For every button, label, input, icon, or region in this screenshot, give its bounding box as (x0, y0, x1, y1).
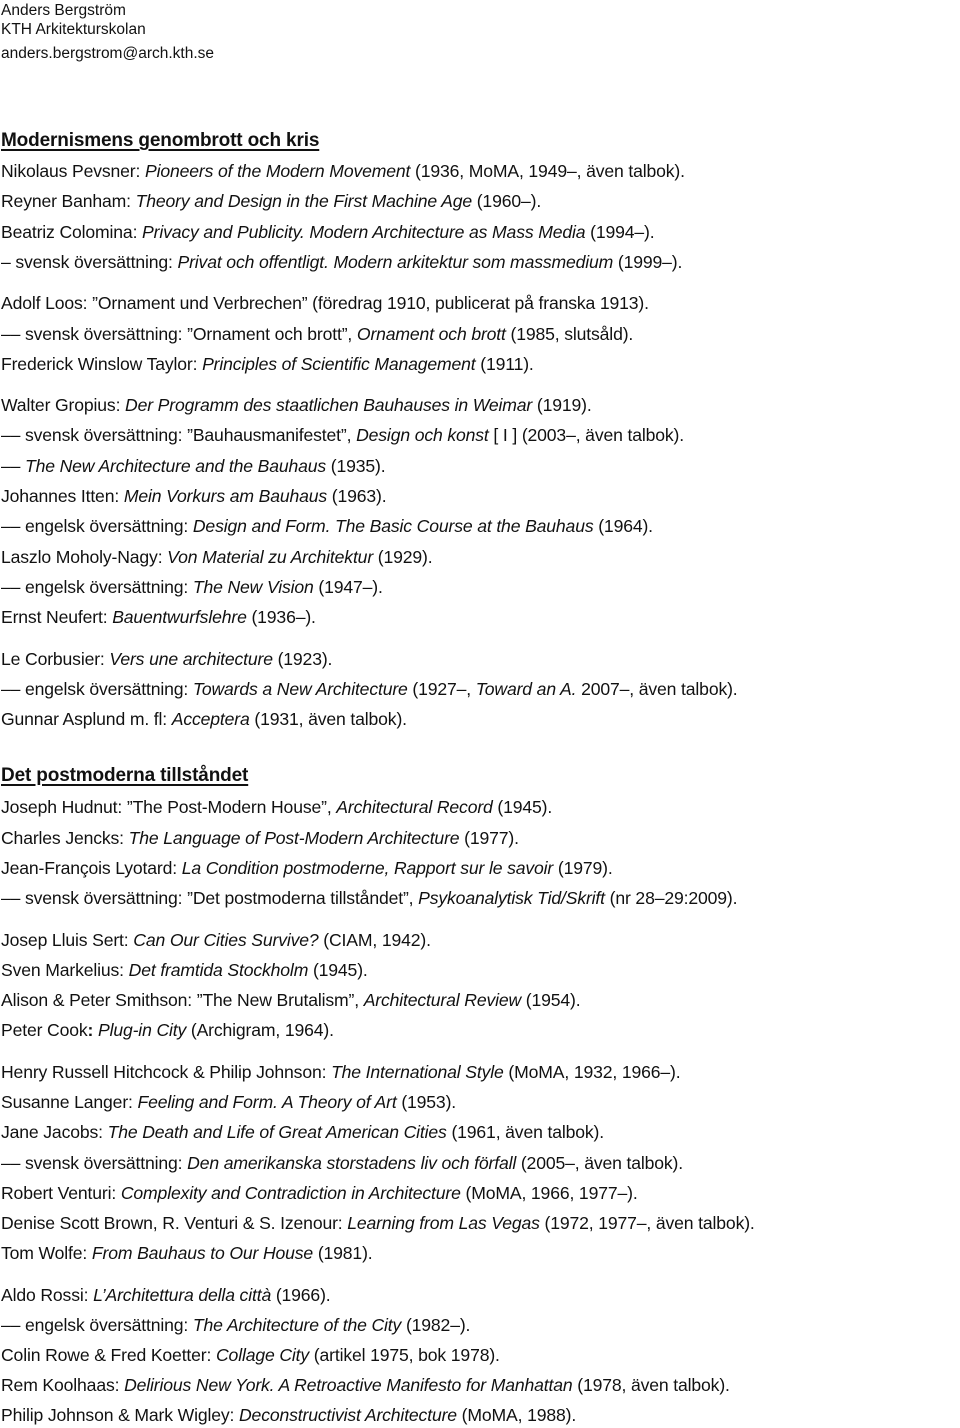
text-segment: (1994–). (585, 222, 655, 242)
text-segment: (1978, även talbok). (572, 1375, 730, 1395)
text-segment: Adolf Loos: ”Ornament und Verbrechen” (föredrag 1910, publicerat på franska 1913). (1, 293, 649, 313)
reference-line (1, 1404, 576, 1426)
text-segment: Modernismens genombrott och kris (1, 130, 320, 151)
text-segment: Alison & Peter Smithson: ”The New Brutalism”, (1, 990, 364, 1010)
reference-line (1, 576, 383, 598)
reference-line (1, 857, 613, 879)
text-segment: (1954). (521, 990, 581, 1010)
title-text: Towards a New Architecture (192, 679, 408, 699)
text-segment: –– svensk översättning: ”Ornament och brott”, (1, 324, 357, 344)
title-text: The New Vision (192, 577, 314, 597)
text-segment: Peter Cook (1, 1020, 88, 1040)
reference-line (1, 1091, 456, 1113)
text-segment: (1999–). (613, 252, 683, 272)
text-segment: (MoMA, 1932, 1966–). (503, 1062, 681, 1082)
reference-line (1, 1374, 730, 1396)
text-segment: (nr 28–29:2009). (604, 888, 738, 908)
text-segment: (CIAM, 1942). (318, 930, 431, 950)
reference-line (1, 455, 386, 477)
title-text: Pioneers of the Modern Movement (144, 161, 411, 181)
text-segment: Le Corbusier: (1, 649, 110, 669)
text-segment: Robert Venturi: (1, 1183, 121, 1203)
text-segment: Jane Jacobs: (1, 1122, 108, 1142)
text-segment: Josep Lluis Sert: (1, 930, 134, 950)
title-text: Den amerikanska storstadens liv och förfall (187, 1153, 517, 1173)
reference-line (1, 353, 534, 375)
title-text: Det framtida Stockholm (128, 960, 309, 980)
reference-line (1, 424, 684, 446)
title-text: Collage City (216, 1345, 310, 1365)
text-segment: (1923). (272, 649, 333, 669)
text-segment: (1960–). (471, 191, 542, 211)
reference-line (1, 221, 654, 243)
text-segment: Denise Scott Brown, R. Venturi & S. Izenour: (1, 1213, 348, 1233)
reference-line (1, 1314, 470, 1336)
text-segment: Gunnar Asplund m. fl: (1, 709, 172, 729)
reference-line (1, 292, 649, 314)
reference-line (1, 1061, 680, 1083)
text-segment: Colin Rowe & Fred Koetter: (1, 1345, 216, 1365)
title-text: La Condition postmoderne, Rapport sur le savoir (181, 858, 554, 878)
title-text: Architectural Review (363, 990, 522, 1010)
text-segment: Charles Jencks: (1, 828, 129, 848)
title-text: Delirious New York. A Retroactive Manifesto for Manhattan (124, 1375, 573, 1395)
title-text: Architectural Record (336, 797, 493, 817)
reference-line (1, 323, 633, 345)
text-segment: (1945). (308, 960, 368, 980)
text-segment: (1927–, (407, 679, 476, 699)
section-heading (1, 130, 319, 152)
text-segment: (1945). (492, 797, 553, 817)
reference-line (1, 929, 431, 951)
reference-line (1, 160, 685, 182)
text-segment: (MoMA, 1988). (456, 1405, 577, 1425)
title-text: The International Style (331, 1062, 504, 1082)
title-text: Privacy and Publicity. Modern Architecture as Mass Media (142, 222, 586, 242)
text-segment: (Archigram, 1964). (186, 1020, 334, 1040)
reference-line (1, 989, 581, 1011)
title-text: Vers une architecture (109, 649, 273, 669)
text-segment: –– svensk översättning: ”Bauhausmanifestet”, (1, 425, 357, 445)
text-segment: Aldo Rossi: (1, 1285, 94, 1305)
text-segment: (1966). (271, 1285, 331, 1305)
title-text: Ornament och brott (356, 324, 506, 344)
title-text: Complexity and Contradiction in Architecture (120, 1183, 461, 1203)
text-segment: anders.bergstrom@arch.kth.se (1, 45, 215, 62)
reference-line (1, 708, 407, 730)
text-segment: Beatriz Colomina: (1, 222, 143, 242)
text-segment: (1979). (553, 858, 613, 878)
section-heading (1, 765, 248, 787)
text-segment: Frederick Winslow Taylor: (1, 354, 203, 374)
text-segment: (1964). (593, 516, 653, 536)
text-segment: (1929). (373, 547, 433, 567)
reference-line (1, 1242, 373, 1264)
reference-line (1, 796, 552, 818)
title-text: Deconstructivist Architecture (239, 1405, 457, 1425)
title-text: Design and Form. The Basic Course at the Bauhaus (192, 516, 594, 536)
title-text: The Death and Life of Great American Cities (107, 1122, 447, 1142)
text-segment: (1963). (327, 486, 387, 506)
text-segment: KTH Arkitekturskolan (1, 21, 146, 38)
reference-line (1, 959, 368, 981)
title-text: Can Our Cities Survive? (133, 930, 319, 950)
reference-line (1, 1019, 334, 1041)
text-segment: Rem Koolhaas: (1, 1375, 125, 1395)
reference-line (1, 485, 386, 507)
text-segment: –– svensk översättning: (1, 1153, 188, 1173)
reference-line (1, 1182, 638, 1204)
text-segment: Henry Russell Hitchcock & Philip Johnson: (1, 1062, 332, 1082)
author-header-line (1, 44, 214, 63)
text-segment: (1911). (475, 354, 534, 374)
title-text: L’Architettura della città (93, 1285, 272, 1305)
text-segment: (1972, 1977–, även talbok). (539, 1213, 755, 1233)
text-segment: Susanne Langer: (1, 1092, 138, 1112)
title-text: The Architecture of the City (192, 1315, 402, 1335)
text-segment: (1947–). (313, 577, 383, 597)
text-segment: (1985, slutsåld). (505, 324, 634, 344)
text-segment: (1931, även talbok). (249, 709, 407, 729)
text-segment: 2007–, även talbok). (576, 679, 738, 699)
reference-line (1, 678, 738, 700)
text-segment: (1936, MoMA, 1949–, även talbok). (410, 161, 685, 181)
text-segment: (1982–). (401, 1315, 471, 1335)
text-segment: (artikel 1975, bok 1978). (309, 1345, 500, 1365)
text-segment: Det postmoderna tillståndet (1, 765, 249, 786)
text-segment: –– engelsk översättning: (1, 1315, 193, 1335)
text-segment: Johannes Itten: (1, 486, 124, 506)
title-text: Learning from Las Vegas (347, 1213, 540, 1233)
text-segment: (1977). (459, 828, 519, 848)
text-segment: Jean-François Lyotard: (1, 858, 182, 878)
title-text: Mein Vorkurs am Bauhaus (123, 486, 328, 506)
text-segment: Philip Johnson & Mark Wigley: (1, 1405, 239, 1425)
text-segment: Laszlo Moholy-Nagy: (1, 547, 168, 567)
text-segment: Anders Bergström (1, 2, 126, 19)
title-text: Design och konst (356, 425, 489, 445)
text-segment: (1953). (396, 1092, 457, 1112)
reference-line (1, 251, 682, 273)
reference-line (1, 606, 316, 628)
reference-line (1, 887, 737, 909)
text-segment: –– engelsk översättning: (1, 577, 193, 597)
reference-line (1, 827, 519, 849)
title-text: Acceptera (171, 709, 250, 729)
title-text: Theory and Design in the First Machine Age (135, 191, 472, 211)
reference-line (1, 546, 432, 568)
text-segment: (2005–, även talbok). (516, 1153, 683, 1173)
title-text: The Language of Post-Modern Architecture (128, 828, 460, 848)
text-segment: Nikolaus Pevsner: (1, 161, 145, 181)
text-segment: (1961, även talbok). (446, 1122, 604, 1142)
text-segment: –– engelsk översättning: (1, 516, 193, 536)
title-text: Plug-in City (97, 1020, 187, 1040)
text-segment: Tom Wolfe: (1, 1243, 92, 1263)
text-segment: Joseph Hudnut: ”The Post-Modern House”, (1, 797, 337, 817)
title-text: The New Architecture and the Bauhaus (25, 456, 327, 476)
text-segment: (1981). (313, 1243, 373, 1263)
text-segment: (1919). (532, 395, 592, 415)
reference-line (1, 1121, 604, 1143)
reference-line (1, 1284, 331, 1306)
reference-line (1, 394, 592, 416)
text-segment: – svensk översättning: (1, 252, 178, 272)
text-segment: Walter Gropius: (1, 395, 126, 415)
reference-line (1, 648, 332, 670)
title-text: Principles of Scientific Management (202, 354, 476, 374)
reference-line (1, 190, 541, 212)
title-text: Bauentwurfslehre (112, 607, 247, 627)
reference-line (1, 515, 653, 537)
title-text: From Bauhaus to Our House (91, 1243, 314, 1263)
text-segment: [ I ] (2003–, även talbok). (488, 425, 684, 445)
title-text: Feeling and Form. A Theory of Art (137, 1092, 397, 1112)
title-text: Der Programm des staatlichen Bauhauses in Weimar (125, 395, 533, 415)
text-segment: (1935). (326, 456, 386, 476)
text-segment: –– engelsk översättning: (1, 679, 193, 699)
text-segment: : (87, 1020, 94, 1040)
author-header-line (1, 1, 126, 20)
author-header-line (1, 20, 146, 39)
title-text: Psykoanalytisk Tid/Skrift (418, 888, 605, 908)
title-text: Toward an A. (475, 679, 577, 699)
title-text: Von Material zu Architektur (167, 547, 374, 567)
title-text: Privat och offentligt. Modern arkitektur som massmedium (177, 252, 614, 272)
reference-line (1, 1344, 500, 1366)
text-segment: (MoMA, 1966, 1977–). (460, 1183, 638, 1203)
reference-line (1, 1152, 683, 1174)
text-segment: –– svensk översättning: ”Det postmoderna tillståndet”, (1, 888, 419, 908)
reference-line (1, 1212, 755, 1234)
text-segment: Ernst Neufert: (1, 607, 113, 627)
text-segment: –– (1, 456, 26, 476)
text-segment: (1936–). (246, 607, 316, 627)
text-segment: Reyner Banham: (1, 191, 136, 211)
text-segment: Sven Markelius: (1, 960, 129, 980)
